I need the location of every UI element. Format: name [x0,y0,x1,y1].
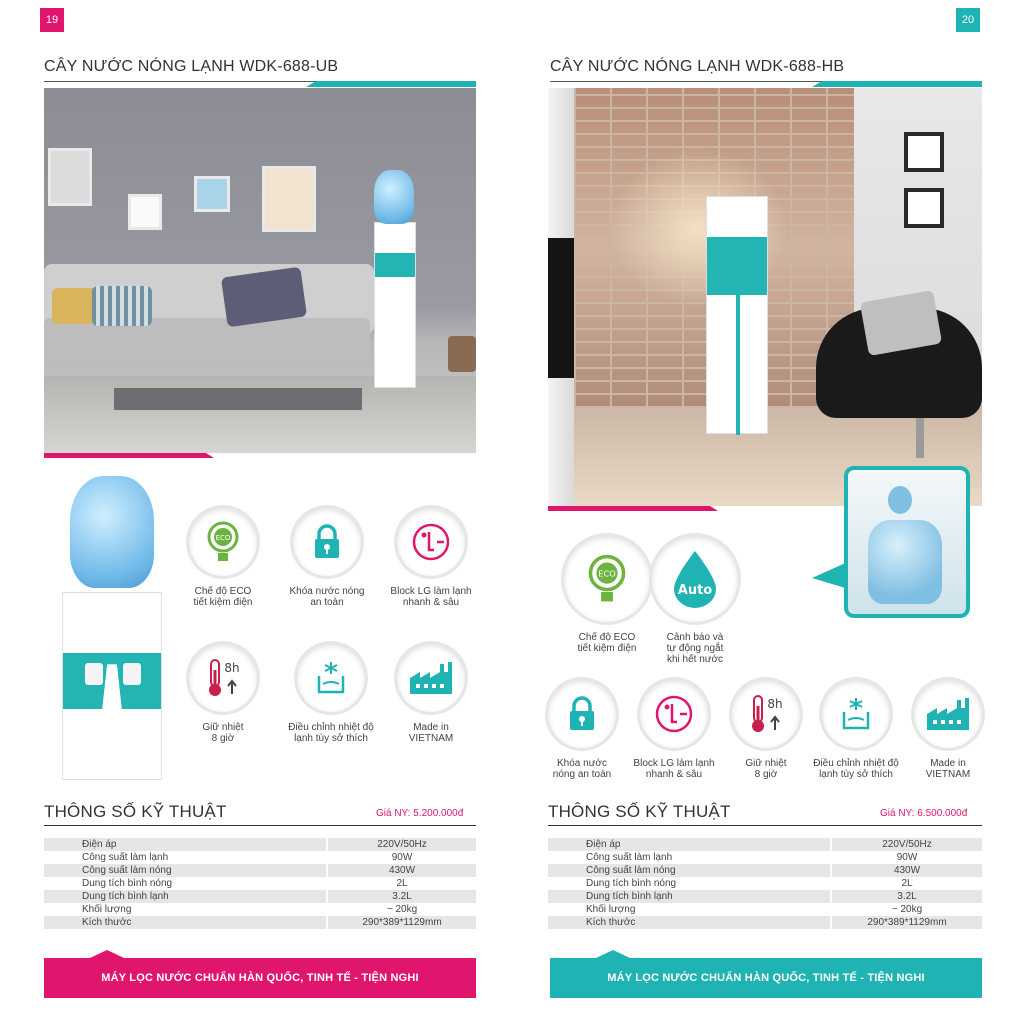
bottle-neck [888,486,912,514]
spec-rule [548,825,982,826]
feature-eco [168,508,278,608]
spec-title: THÔNG SỐ KỸ THUẬT [548,802,731,821]
svg-text:ECO: ECO [215,534,231,542]
thermometer-8h-icon [732,680,800,748]
feature-lg [376,508,486,608]
table-row: Khối lượng ~ 20kg [548,903,982,916]
feature-thermo [716,680,816,780]
feature-label: Điều chỉnh nhiệt độ lạnh tùy sở thích [288,722,374,744]
photo-accent-bar [548,506,718,511]
slogan-banner: MÁY LỌC NƯỚC CHUẨN HÀN QUỐC, TINH TẾ - TIỆN NGHI [44,958,476,998]
slogan-banner: MÁY LỌC NƯỚC CHUẨN HÀN QUỐC, TINH TẾ - TIỆN NGHI [550,958,982,998]
feature-label: Khóa nước nóng an toàn [552,758,612,780]
title-accent-bar [306,81,476,87]
feature-label: Made in VIETNAM [925,758,971,780]
table-row: Công suất làm lạnh 90W [548,851,982,864]
auto-drop-icon [652,536,738,622]
thermometer-8h-icon [189,644,257,712]
water-bottle [70,476,154,588]
cooler-panel [707,237,767,295]
cold-tap [123,663,141,685]
wall-frame [194,176,230,212]
lg-logo-icon [640,680,708,748]
lg-logo-icon [397,508,465,576]
product-image [62,476,162,782]
zoom-inset [844,466,970,618]
feature-label: Giữ nhiệt 8 giờ [202,722,244,744]
factory-icon [914,680,982,748]
wall-frame [128,194,162,230]
svg-text:8h: 8h [224,661,240,675]
right-page [512,0,1024,1024]
inner-bottle [868,520,942,604]
wall-poster [48,148,92,206]
price: Giá NY: 6.500.000đ [880,808,968,819]
feature-lg [624,680,724,780]
cooler-body [62,592,162,780]
page-number: 20 [956,8,980,32]
basket [448,336,476,372]
lock-icon [293,508,361,576]
product-title: CÂY NƯỚC NÓNG LẠNH WDK-688-UB [44,58,339,75]
snowflake-cup-icon [297,644,365,712]
feature-thermo [168,644,278,744]
page-number: 19 [40,8,64,32]
factory-icon [397,644,465,712]
brick-room-photo [548,88,982,506]
svg-text:ECO: ECO [598,568,616,579]
table-row: Điện áp 220V/50Hz [548,838,982,851]
hot-tap [85,663,103,685]
table-row: Kích thước 290*389*1129mm [548,916,982,929]
water-bottle [374,170,414,224]
price: Giá NY: 5.200.000đ [376,808,464,819]
spec-rule [44,825,476,826]
feature-label: Made in VIETNAM [408,722,454,744]
feature-label: Giữ nhiệt 8 giờ [745,758,787,780]
cooler-stripe [736,295,740,435]
lock-icon [548,680,616,748]
table-row: Công suất làm nóng 430W [44,864,476,877]
eco-bulb-icon [189,508,257,576]
table-row: Dung tích bình lạnh 3.2L [548,890,982,903]
table-row: Dung tích bình lạnh 3.2L [44,890,476,903]
fireplace [548,238,574,378]
feature-temp-adjust [806,680,906,780]
feature-label: Điều chỉnh nhiệt độ lạnh tùy sở thích [813,758,899,780]
feature-made-in [376,644,486,744]
feature-label: Chế độ ECO tiết kiệm điện [577,632,637,654]
water-cooler [706,196,768,434]
table-row: Điện áp 220V/50Hz [44,838,476,851]
spec-table [44,838,476,929]
table-row: Công suất làm nóng 430W [548,864,982,877]
table-row: Dung tích bình nóng 2L [44,877,476,890]
spec-table [548,838,982,929]
feature-auto [640,536,750,665]
spec-title: THÔNG SỐ KỸ THUẬT [44,802,227,821]
feature-label: Chế độ ECO tiết kiệm điện [193,586,253,608]
feature-label: Block LG làm lạnh nhanh & sâu [390,586,472,608]
table-row: Khối lượng ~ 20kg [44,903,476,916]
feature-label: Block LG làm lạnh nhanh & sâu [633,758,715,780]
rug [114,388,362,410]
feature-label: Cảnh báo và tự động ngắt khi hết nước [666,632,724,665]
pillow [92,286,152,326]
svg-text:Auto: Auto [677,583,713,598]
feature-lock [532,680,632,780]
wall-frame [904,132,944,172]
snowflake-cup-icon [822,680,890,748]
feature-label: Khóa nước nóng an toàn [289,586,365,608]
water-cooler [374,222,416,388]
chair-stand [916,418,924,458]
feature-made-in [898,680,998,780]
title-accent-bar [812,81,982,87]
cooler-panel [63,653,161,709]
table-row: Công suất làm lạnh 90W [44,851,476,864]
feature-lock [272,508,382,608]
cooler-panel [375,253,415,277]
baby-photo-frame [262,166,316,232]
living-room-photo [44,88,476,453]
product-title: CÂY NƯỚC NÓNG LẠNH WDK-688-HB [550,58,845,75]
sofa-seat [44,318,370,362]
svg-text:8h: 8h [767,697,783,711]
feature-temp-adjust [276,644,386,744]
photo-accent-bar [44,453,214,458]
wall-frame [904,188,944,228]
table-row: Kích thước 290*389*1129mm [44,916,476,929]
table-row: Dung tích bình nóng 2L [548,877,982,890]
eco-bulb-icon [564,536,650,622]
